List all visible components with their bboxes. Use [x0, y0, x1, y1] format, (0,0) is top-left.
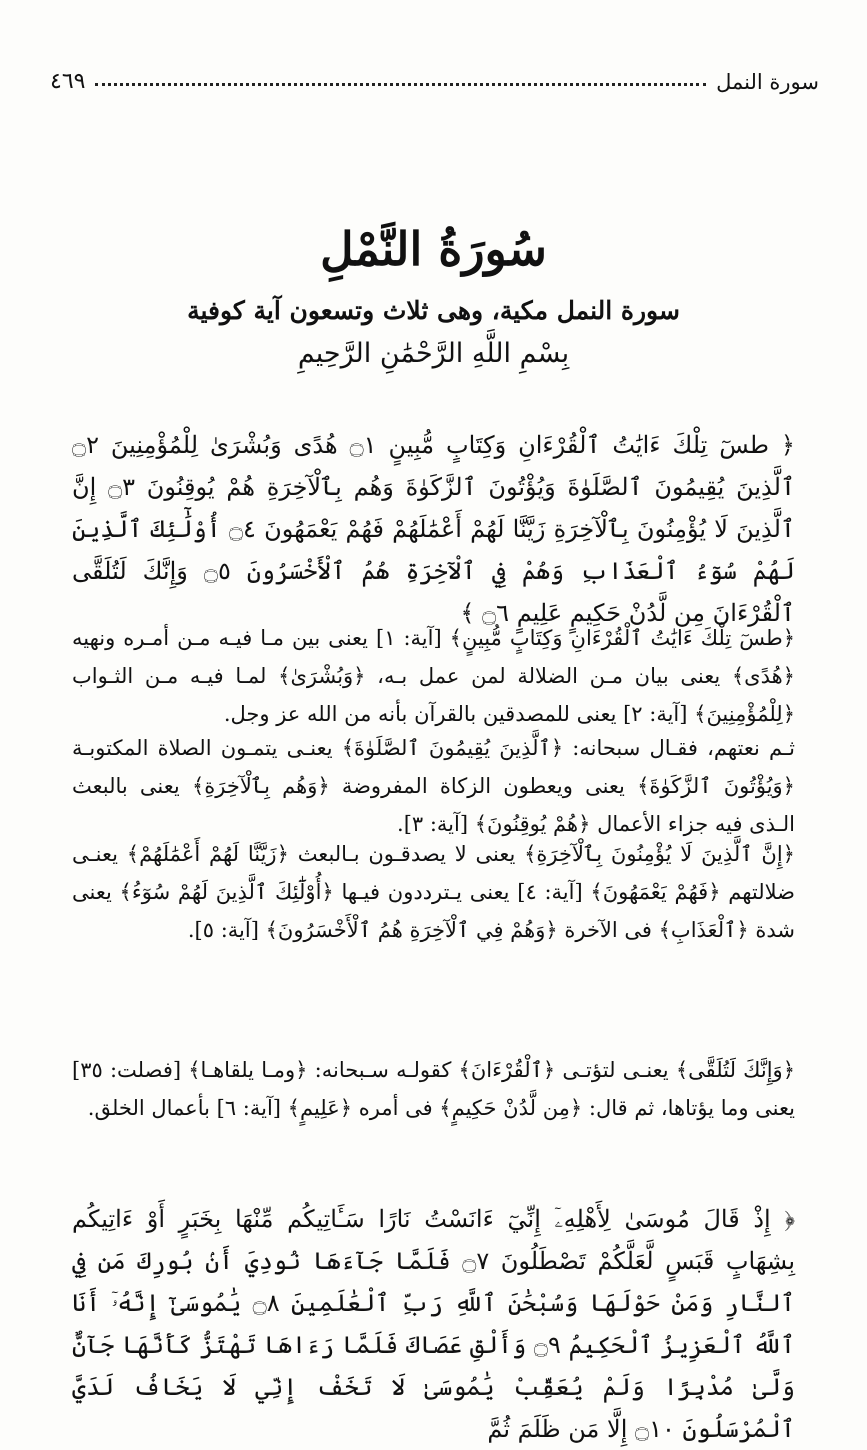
basmala: بِسْمِ اللَّهِ الرَّحْمَٰنِ الرَّحِيمِ — [297, 338, 570, 369]
tafsir-paragraph-4: ﴿وَإِنَّكَ لَتُلَقَّى﴾ يعنـى لتؤتـى ﴿ٱلْقُرْءَانَ﴾ كقولـه سـبحانه: ﴿ومـا يلقاهـا﴾ [فصلت: ٣٥] يعنى وما يؤتاها، ثم قال: ﴿مِن لَّدُنْ حَكِيمٍ﴾ فى أمره ﴿عَلِيمٍ﴾ [آية: ٦] بأعمال الخلق. — [72, 1058, 795, 1120]
tafsir-paragraph-1: ﴿طسٓ تِلْكَ ءَايَٰتُ ٱلْقُرْءَانِ وَكِتَابٍ مُّبِينٍ﴾ [آية: ١] يعنى بين مـا فيـه مـن أمـره ونهيه ﴿هُدًى﴾ يعنى بيان مـن الضلالة لمن عمل بـه، ﴿وَبُشْرَىٰ﴾ لمـا فيـه مـن الثـواب ﴿لِلْمُؤْمِنِينَ﴾ [آية: ٢] يعنى للمصدقين بالقرآن بأنه من الله عز وجل. — [72, 626, 796, 726]
running-header — [50, 58, 819, 94]
quran-verses-1-6: ﴿ طسٓ تِلْكَ ءَايَٰتُ ٱلْقُرْءَانِ وَكِتَابٍ مُّبِينٍ ۝١ هُدًى وَبُشْرَىٰ لِلْمُؤْمِنِينَ ۝٢ ٱلَّذِينَ يُقِيمُونَ ٱلصَّلَوٰةَ وَيُؤْتُونَ ٱلزَّكَوٰةَ وَهُم بِٱلْآخِرَةِ هُمْ يُوقِنُونَ ۝٣ إِنَّ ٱلَّذِينَ لَا يُؤْمِنُونَ بِٱلْآخِرَةِ زَيَّنَّا لَهُمْ أَعْمَٰلَهُمْ فَهُمْ يَعْمَهُونَ ۝٤ أُوْلَٰٓئِكَ ٱلَّذِينَ لَهُمْ سُوٓءُ ٱلْعَذَابِ وَهُمْ فِي ٱلْآخِرَةِ هُمُ ٱلْأَخْسَرُونَ ۝٥ وَإِنَّكَ لَتُلَقَّى ٱلْقُرْءَانَ مِن لَّدُنْ حَكِيمٍ عَلِيمٍ ۝٦ ﴾ — [72, 431, 796, 627]
tafsir-paragraph-2: ثـم نعتهم، فقـال سبحانه: ﴿ٱلَّذِينَ يُقِيمُونَ ٱلصَّلَوٰةَ﴾ يعنـى يتمـون الصلاة المكتوبـة ﴿وَيُؤْتُونَ ٱلزَّكَوٰةَ﴾ يعنى ويعطون الزكاة المفروضة ﴿وَهُم بِٱلْآخِرَةِ﴾ يعنى بالبعث الـذى فيه جزاء الأعمال ﴿هُمْ يُوقِنُونَ﴾ [آية: ٣]. — [72, 736, 795, 836]
header-dot-leader — [95, 83, 706, 86]
surah-title: سُورَةُ النَّمْلِ — [320, 222, 547, 276]
tafsir-paragraph-3: ﴿إِنَّ ٱلَّذِينَ لَا يُؤْمِنُونَ بِٱلْآخِرَةِ﴾ يعنى لا يصدقـون بـالبعث ﴿زَيَّنَّا لَهُمْ أَعْمَٰلَهُمْ﴾ يعنـى ضلالتهم ﴿فَهُمْ يَعْمَهُونَ﴾ [آية: ٤] يعنى يـترددون فيـها ﴿أُوْلَٰٓئِكَ ٱلَّذِينَ لَهُمْ سُوٓءُ﴾ يعنى شدة ﴿ٱلْعَذَابِ﴾ فى الآخرة ﴿وَهُمْ فِي ٱلْآخِرَةِ هُمُ ٱلْأَخْسَرُونَ﴾ [آية: ٥]. — [72, 842, 796, 942]
page-number: ٤٦٩ — [50, 69, 86, 94]
quran-verses-7-11: ﴿ إِذْ قَالَ مُوسَىٰ لِأَهْلِهِۦٓ إِنِّيٓ ءَانَسْتُ نَارًا سَـَٔاتِيكُم مِّنْهَا بِخَبَرٍ أَوْ ءَاتِيكُم بِشِهَابٍ قَبَسٍ لَّعَلَّكُمْ تَصْطَلُونَ ۝٧ فَلَمَّا جَآءَهَا نُودِيَ أَنۢ بُورِكَ مَن فِي ٱلنَّارِ وَمَنْ حَوْلَهَا وَسُبْحَٰنَ ٱللَّهِ رَبِّ ٱلْعَٰلَمِينَ ۝٨ يَٰمُوسَىٰٓ إِنَّهُۥٓ أَنَا ٱللَّهُ ٱلْعَزِيزُ ٱلْحَكِيمُ ۝٩ وَأَلْقِ عَصَاكَ فَلَمَّا رَءَاهَا تَهْتَزُّ كَأَنَّهَا جَآنٌّ وَلَّىٰ مُدْبِرًا وَلَمْ يُعَقِّبْ يَٰمُوسَىٰ لَا تَخَفْ إِنِّي لَا يَخَافُ لَدَيَّ ٱلْمُرْسَلُونَ ۝١٠ إِلَّا مَن ظَلَمَ ثُمَّ — [72, 1205, 795, 1443]
header-surah-name: سورة النمل — [716, 70, 819, 94]
surah-subtitle: سورة النمل مكية، وهى ثلاث وتسعون آية كوفية — [187, 296, 680, 325]
